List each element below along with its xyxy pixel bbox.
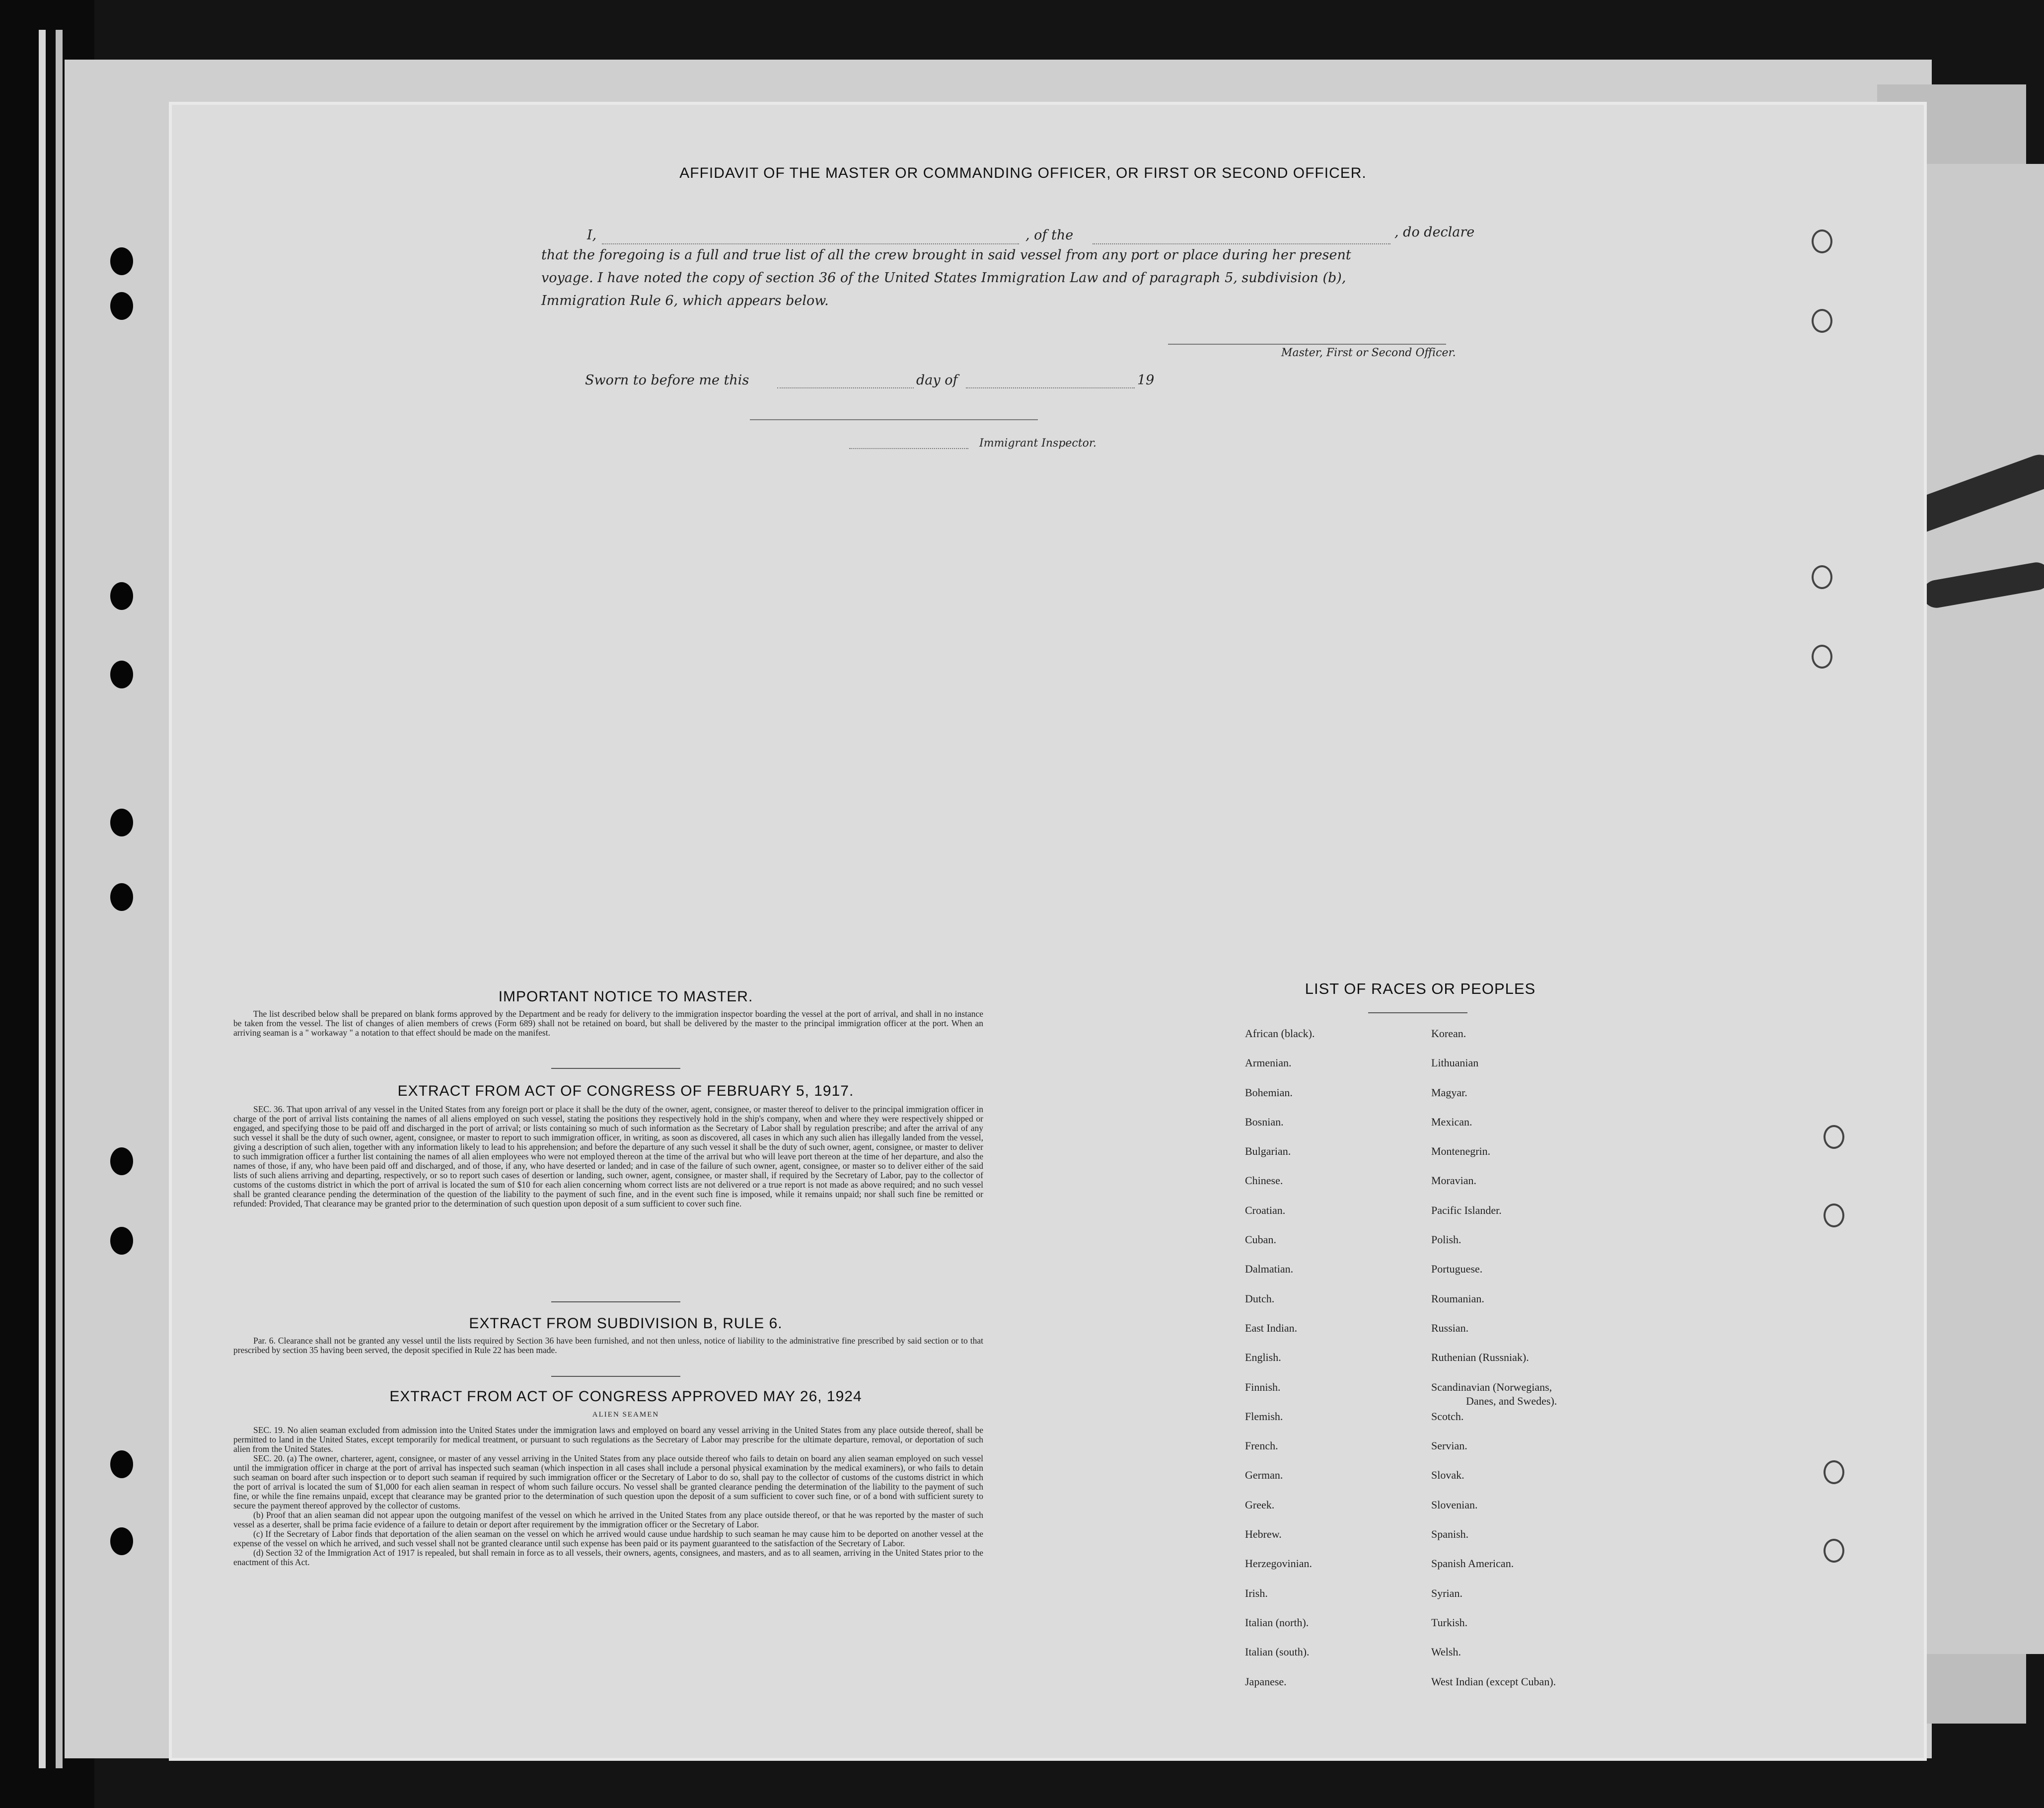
- master-signature-line: [1168, 344, 1446, 345]
- extract-1924-sec20d: (d) Section 32 of the Immigration Act of 1917 is repealed, but shall remain in force as to all vessels, their owners, agents, consignees, and masters, and as to all seamen, arriving in the United States prior to the enactment of this Act.: [233, 1548, 983, 1567]
- race-item: Armenian.: [1245, 1056, 1292, 1069]
- affidavit-i-label: I,: [587, 227, 597, 243]
- races-left-column: [1245, 1027, 1314, 1705]
- race-item: Herzegovinian.: [1245, 1557, 1312, 1570]
- extract-1924-sec20b: (b) Proof that an alien seaman did not appear upon the outgoing manifest of the vessel on which he arrived in the United States from any place outside thereof, or that he was reported by the master of such vessel as a deserter, shall be prima facie evidence of a failure to detain or deport after requirement by the immigration officer or the Secretary of Labor.: [233, 1510, 983, 1529]
- race-item: Portuguese.: [1431, 1263, 1483, 1276]
- race-item: Chinese.: [1245, 1174, 1283, 1187]
- sworn-month-blank: [966, 387, 1135, 388]
- race-item: Greek.: [1245, 1498, 1275, 1511]
- race-item: Dalmatian.: [1245, 1263, 1294, 1276]
- affidavit-title: AFFIDAVIT OF THE MASTER OR COMMANDING OFFICER, OR FIRST OR SECOND OFFICER.: [679, 165, 1367, 181]
- binding-ring: [1824, 1204, 1844, 1227]
- inspector-caption: Immigrant Inspector.: [979, 437, 1096, 450]
- inspector-dotted-line: [849, 448, 968, 449]
- race-item: Scandinavian (Norwegians,: [1431, 1380, 1552, 1393]
- binding-hole: [110, 1450, 133, 1478]
- year-label: 19: [1137, 373, 1155, 388]
- race-item: Spanish American.: [1431, 1557, 1514, 1570]
- races-title: LIST OF RACES OR PEOPLES: [1305, 980, 1536, 997]
- race-item: Turkish.: [1431, 1616, 1468, 1629]
- name-blank-line: [602, 243, 1019, 244]
- section-separator: [551, 1068, 680, 1069]
- race-item: Welsh.: [1431, 1646, 1461, 1658]
- affidavit-of-the: , of the: [1025, 227, 1074, 243]
- binding-hole: [110, 809, 133, 836]
- notice-text: The list described below shall be prepared on blank forms approved by the Department and be ready for delivery to the immigration inspector boarding the vessel at the port of arrival, and shall in no instance be taken from the vessel. The list of changes of alien members of crews (Form 689) shall not be retained on board, but shall be delivered by the master to the principal immigration officer at the port. When an arriving seaman is a " workaway " a notation to that effect should be made on the manifest.: [233, 1009, 983, 1038]
- day-of-label: day of: [916, 373, 958, 388]
- race-item: Hebrew.: [1245, 1528, 1282, 1541]
- race-item: Moravian.: [1431, 1174, 1477, 1187]
- section-separator: [551, 1376, 680, 1377]
- race-item: Bulgarian.: [1245, 1145, 1291, 1158]
- section-separator: [551, 1301, 680, 1302]
- binding-hole: [110, 247, 133, 275]
- race-item: East Indian.: [1245, 1321, 1298, 1334]
- binding-hole: [110, 582, 133, 610]
- affidavit-line-4: Immigration Rule 6, which appears below.: [541, 293, 829, 308]
- race-item: Japanese.: [1245, 1675, 1287, 1688]
- binding-hole: [110, 292, 133, 320]
- race-item: Korean.: [1431, 1027, 1466, 1040]
- race-item: Syrian.: [1431, 1586, 1462, 1599]
- master-caption: Master, First or Second Officer.: [1281, 347, 1456, 359]
- races-right-column: [1431, 1027, 1557, 1705]
- race-item: French.: [1245, 1439, 1278, 1452]
- race-item: Bosnian.: [1245, 1115, 1284, 1128]
- race-item: Ruthenian (Russniak).: [1431, 1351, 1529, 1364]
- vessel-blank-line: [1093, 243, 1390, 244]
- extract-1924-sec20c: (c) If the Secretary of Labor finds that deportation of the alien seaman on the vessel on which he arrived would cause undue hardship to such seaman he may cause him to be deported on another vessel at the expense of the vessel on which he arrived, and such vessel shall not be granted clearance until such expense has been paid or its payment guaranteed to the satisfaction of the Secretary of Labor.: [233, 1529, 983, 1548]
- race-item: Flemish.: [1245, 1410, 1283, 1423]
- notice-title: IMPORTANT NOTICE TO MASTER.: [498, 988, 753, 1005]
- race-item: African (black).: [1245, 1027, 1315, 1040]
- race-item: Slovenian.: [1431, 1498, 1478, 1511]
- inspector-signature-line: [750, 419, 1038, 420]
- race-item: English.: [1245, 1351, 1281, 1364]
- extract-1924-subtitle: ALIEN SEAMEN: [592, 1411, 659, 1419]
- extract-1917-title: EXTRACT FROM ACT OF CONGRESS OF FEBRUARY 5, 1917.: [397, 1083, 854, 1099]
- race-item: Roumanian.: [1431, 1292, 1484, 1305]
- races-title-rule: [1368, 1012, 1467, 1013]
- extract-rule6-title: EXTRACT FROM SUBDIVISION B, RULE 6.: [469, 1315, 783, 1332]
- extract-1924-sec20a: SEC. 20. (a) The owner, charterer, agent, consignee, or master of any vessel arriving in the United States from any place outside thereof who fails to detain on board any alien seaman employed on such vessel until the immigration officer in charge at the port of arrival has inspected such seaman (which inspection in all cases shall include a personal physical examination by the medical examiners), or who fails to detain such seaman on board after such inspection or to deport such seaman if required by such immigration officer or the Secretary of Labor to do so, shall pay to the collector of customs of the customs district in which the port of arrival is located the sum of $1,000 for each alien seaman in respect of whom such failure occurs. No vessel shall be granted clearance pending the determination of the liability to the payment of such fine, or while the fine remains unpaid, except that clearance may be granted prior to the determination of such question upon the deposit of a sum sufficient to cover such fine, or of a bond with sufficient surety to secure the payment thereof approved by the collector of customs.: [233, 1453, 983, 1510]
- binding-hole: [110, 1227, 133, 1255]
- page-edge-strip: [56, 30, 63, 1768]
- race-item: Magyar.: [1431, 1086, 1467, 1099]
- race-item: Mexican.: [1431, 1115, 1472, 1128]
- race-item: Montenegrin.: [1431, 1145, 1491, 1158]
- race-item: Pacific Islander.: [1431, 1204, 1502, 1216]
- sworn-label: Sworn to before me this: [585, 373, 749, 388]
- race-item: Russian.: [1431, 1321, 1469, 1334]
- race-item: Lithuanian: [1431, 1056, 1479, 1069]
- race-item: Scotch.: [1431, 1410, 1464, 1423]
- race-item: Bohemian.: [1245, 1086, 1293, 1099]
- binding-ring: [1824, 1125, 1844, 1149]
- race-item: Italian (north).: [1245, 1616, 1309, 1629]
- binding-hole: [110, 883, 133, 911]
- race-item: Dutch.: [1245, 1292, 1275, 1305]
- race-item: Danes, and Swedes).: [1466, 1394, 1557, 1407]
- extract-1917-text: SEC. 36. That upon arrival of any vessel in the United States from any foreign port or place it shall be the duty of the owner, agent, consignee, or master thereof to deliver to the principal immigration officer in charge of the port of arrival lists containing the names of all aliens employed on such vessel, stating the positions they respectively hold in the ship's company, when and where they were respectively shipped or engaged, and specifying those to be paid off and discharged in the port of arrival; or lists containing so much of such information as the Secretary of Labor shall by regulation prescribe; and after the arrival of any such vessel it shall be the duty of such owner, agent, consignee, or master to report to such immigration officer, in writing, as soon as discovered, all cases in which any such alien has illegally landed from the vessel, giving a description of such alien, together with any information likely to lead to his apprehension; and before the departure of any such vessel it shall be the duty of such owner, agent, consignee, or master to deliver to such immigration officer a further list containing the names of all alien employees who were not employed thereon at the time of the arrival but who will leave port thereon at the time of her departure, and also the names of those, if any, who have been paid off and discharged, and of those, if any, who have deserted or landed; and in case of the failure of such owner, agent, consignee, or master so to deliver either of the said lists of such aliens arriving and departing, respectively, or so to report such cases of desertion or landing, such owner, agent, consignee, or master shall, if required by the Secretary of Labor, pay to the collector of customs of the customs district in which the port of arrival is located the sum of $10 for each alien concerning whom correct lists are not delivered or a true report is not made as above required; and no such vessel shall be granted clearance pending the determination of the question of the liability to the payment of such fine, and in the event such fine is imposed, while it remains unpaid; nor shall such fine be remitted or refunded: Provided, That clearance may be granted prior to the determination of such question upon deposit of a sum sufficient to cover such fine.: [233, 1104, 983, 1208]
- extract-1924-title: EXTRACT FROM ACT OF CONGRESS APPROVED MAY 26, 1924: [389, 1388, 862, 1405]
- extract-1924-sec19: SEC. 19. No alien seaman excluded from admission into the United States under the immigration laws and employed on board any vessel arriving in the United States from any place outside thereof, shall be permitted to land in the United States, except temporarily for medical treatment, or pursuant to such regulations as the Secretary of Labor may prescribe for the ultimate departure, removal, or deportation of such alien from the United States.: [233, 1425, 983, 1454]
- binding-ring: [1824, 1539, 1844, 1563]
- binding-ring: [1812, 229, 1832, 253]
- race-item: German.: [1245, 1469, 1283, 1482]
- extract-1924-text: [233, 1426, 983, 1567]
- affidavit-line-3: voyage. I have noted the copy of section 36 of the United States Immigration Law and of paragraph 5, subdivision (b),: [541, 270, 1346, 286]
- binding-ring: [1812, 309, 1832, 333]
- race-item: Polish.: [1431, 1233, 1461, 1246]
- race-item: Slovak.: [1431, 1469, 1464, 1482]
- affidavit-do-declare: , do declare: [1394, 225, 1475, 240]
- race-item: West Indian (except Cuban).: [1431, 1675, 1556, 1688]
- race-item: Servian.: [1431, 1439, 1467, 1452]
- affidavit-line-2: that the foregoing is a full and true list of all the crew brought in said vessel from any port or place during her present: [541, 247, 1351, 263]
- race-item: Finnish.: [1245, 1380, 1281, 1393]
- race-item: Spanish.: [1431, 1528, 1469, 1541]
- binding-ring: [1812, 645, 1832, 669]
- page-edge-strip: [39, 30, 46, 1768]
- race-item: Croatian.: [1245, 1204, 1286, 1216]
- binding-ring: [1812, 565, 1832, 589]
- binding-hole: [110, 661, 133, 688]
- binding-ring: [1824, 1460, 1844, 1484]
- race-item: Italian (south).: [1245, 1646, 1310, 1658]
- race-item: Cuban.: [1245, 1233, 1276, 1246]
- extract-rule6-text: Par. 6. Clearance shall not be granted any vessel until the lists required by Section 36 have been furnished, and not then unless, notice of liability to the administrative fine prescribed by said section or to that prescribed by section 35 having been served, the deposit specified in Rule 22 has been made.: [233, 1336, 983, 1355]
- binding-hole: [110, 1527, 133, 1555]
- binding-hole: [110, 1147, 133, 1175]
- race-item: Irish.: [1245, 1586, 1268, 1599]
- sworn-day-blank: [777, 387, 914, 388]
